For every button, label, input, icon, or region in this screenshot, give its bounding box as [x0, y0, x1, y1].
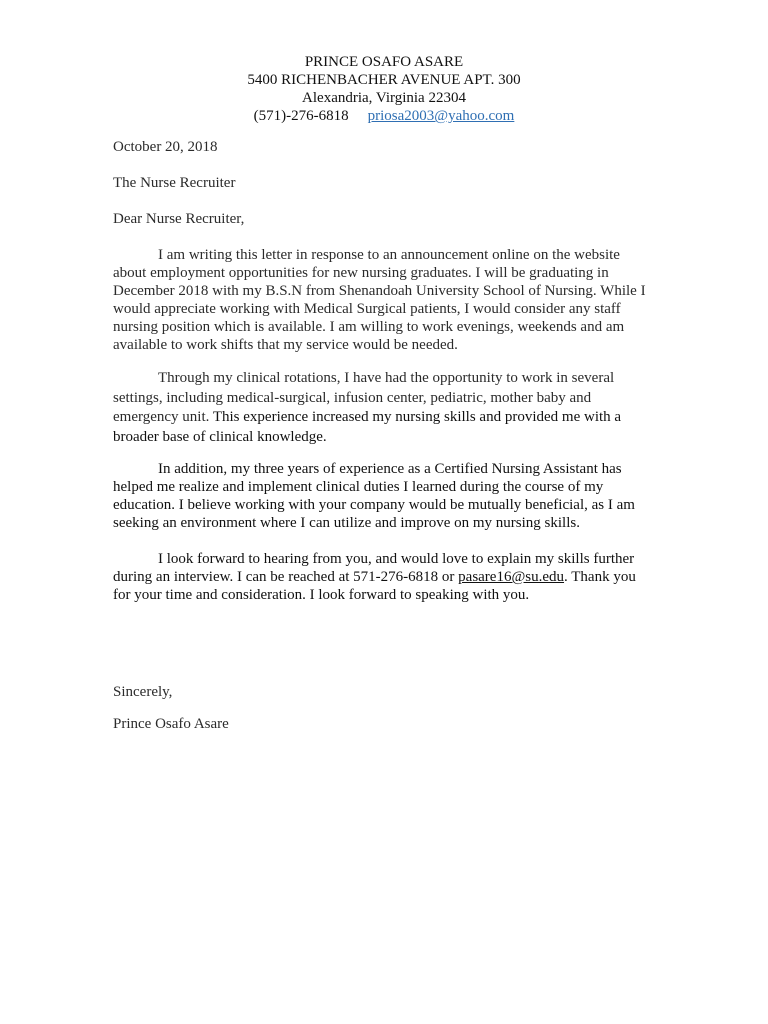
sender-email-link[interactable]: priosa2003@yahoo.com — [367, 108, 515, 124]
recipient: The Nurse Recruiter — [113, 175, 236, 191]
paragraph-3: In addition, my three years of experience as a Certified Nursing Assistant has helped me realize and implement clinical duties I learned during the course of my education. I believe working with your company would be mutually beneficial, as I am seeking an environment where I can utilize and improve on my nursing skills. — [113, 461, 635, 531]
paragraph-4 — [113, 550, 653, 604]
signature-name: Prince Osafo Asare — [113, 716, 229, 732]
contact-line — [0, 107, 768, 125]
sender-city: Alexandria, Virginia 22304 — [302, 90, 466, 106]
paragraph-1: I am writing this letter in response to an announcement online on the website about employment opportunities for new nursing graduates. I will be graduating in December 2018 with my B.S.N from Shenandoah University School of Nursing. While I would appreciate working with Medical Surgical patients, I would consider any staff nursing position which is available. I am willing to work evenings, weekends and am available to work shifts that my service would be needed. — [113, 247, 646, 353]
paragraph-4-part-1: I look forward to hearing from you, and would love to explain my skills further during an interview. I can be reached at 571-276-6818 or — [113, 551, 635, 585]
recruiter-contact-email[interactable]: pasare16@su.edu — [458, 569, 565, 585]
paragraph-2-part-1: Through my clinical rotations, I have had the opportunity to work in several settings, including medical-surgical, infusion center, pediatric, mother baby and emergency unit. — [113, 370, 615, 425]
paragraph-2-part-2: This experience increased my nursing skills and provided me with a broader base of clinical knowledge. — [113, 409, 622, 445]
paragraph-2 — [113, 369, 653, 447]
letterhead — [0, 53, 768, 125]
closing: Sincerely, — [113, 684, 173, 700]
salutation: Dear Nurse Recruiter, — [113, 211, 245, 227]
sender-address: 5400 RICHENBACHER AVENUE APT. 300 — [247, 72, 521, 88]
letter-date: October 20, 2018 — [113, 139, 218, 155]
sender-phone: (571)-276-6818 — [253, 108, 349, 124]
sender-name: PRINCE OSAFO ASARE — [304, 54, 464, 70]
paragraph-4-part-2: . Thank you for your time and consideration. I look forward to speaking with you. — [113, 569, 636, 603]
